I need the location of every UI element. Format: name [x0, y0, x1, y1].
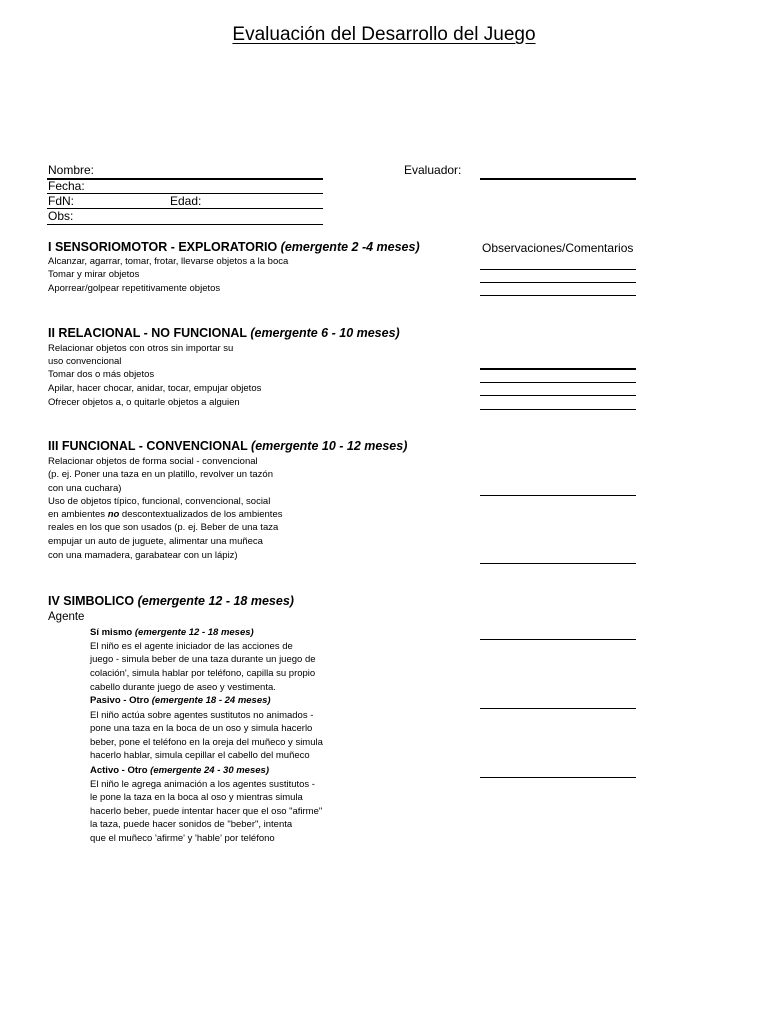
- section-3-item: con una cuchara): [48, 483, 122, 494]
- subsection-si-mismo-title: Sí mismo (emergente 12 - 18 meses): [90, 627, 254, 638]
- section-2-item: uso convencional: [48, 356, 122, 367]
- subsection-line: El niño actúa sobre agentes sustitutos no animados -: [90, 710, 314, 721]
- fecha-label: Fecha:: [48, 179, 85, 193]
- comment-line[interactable]: [480, 368, 636, 370]
- section-1-item: Alcanzar, agarrar, tomar, frotar, llevarse objetos a la boca: [48, 256, 289, 267]
- section-3-item: reales en los que son usados (p. ej. Beber de una taza: [48, 522, 279, 533]
- section-3-title: III FUNCIONAL - CONVENCIONAL (emergente 10 - 12 meses): [48, 439, 408, 453]
- section-3-item: Uso de objetos típico, funcional, convencional, social: [48, 496, 271, 507]
- section-4-title: IV SIMBOLICO (emergente 12 - 18 meses): [48, 594, 294, 608]
- evaluador-line[interactable]: [480, 178, 636, 180]
- section-3-item: empujar un auto de juguete, alimentar una muñeca: [48, 536, 263, 547]
- obs-label: Obs:: [48, 209, 74, 223]
- comment-line[interactable]: [480, 563, 636, 564]
- nombre-label: Nombre:: [48, 163, 95, 177]
- fdn-label: FdN:: [48, 194, 75, 208]
- comment-line[interactable]: [480, 395, 636, 396]
- section-3-item: con una mamadera, garabatear con un lápiz): [48, 550, 238, 561]
- subsection-line: pone una taza en la boca de un oso y simula hacerlo: [90, 723, 313, 734]
- section-2-item: Tomar dos o más objetos: [48, 369, 155, 380]
- nombre-line[interactable]: [47, 178, 323, 180]
- obs-line[interactable]: [47, 224, 323, 225]
- subsection-pasivo-otro-title: Pasivo - Otro (emergente 18 - 24 meses): [90, 695, 271, 706]
- subsection-line: hacerlo hablar, simula cepillar el cabello del muñeco: [90, 750, 310, 761]
- edad-label: Edad:: [170, 194, 202, 208]
- section-2-item: Ofrecer objetos a, o quitarle objetos a alguien: [48, 397, 240, 408]
- evaluador-label: Evaluador:: [404, 163, 462, 177]
- fdn-line[interactable]: [47, 208, 323, 209]
- comment-line[interactable]: [480, 382, 636, 383]
- subsection-activo-otro-title: Activo - Otro (emergente 24 - 30 meses): [90, 765, 269, 776]
- subsection-line: cabello durante juego de aseo y vestimenta.: [90, 682, 276, 693]
- subsection-line: El niño le agrega animación a los agentes sustitutos -: [90, 779, 315, 790]
- comment-line[interactable]: [480, 409, 636, 410]
- agente-label: Agente: [48, 611, 85, 623]
- section-1-item: Tomar y mirar objetos: [48, 269, 140, 280]
- comment-line[interactable]: [480, 777, 636, 778]
- comment-line[interactable]: [480, 639, 636, 640]
- subsection-line: la taza, puede hacer sonidos de "beber", intenta: [90, 819, 293, 830]
- section-1-title: I SENSORIOMOTOR - EXPLORATORIO (emergente 2 -4 meses): [48, 240, 420, 254]
- subsection-line: hacerlo beber, puede intentar hacer que el oso "afirme": [90, 806, 323, 817]
- section-2-title: II RELACIONAL - NO FUNCIONAL (emergente 6 - 10 meses): [48, 326, 400, 340]
- subsection-line: le pone la taza en la boca al oso y mientras simula: [90, 792, 303, 803]
- section-2-item: Apilar, hacer chocar, anidar, tocar, empujar objetos: [48, 383, 262, 394]
- section-3-item: en ambientes no descontextualizados de los ambientes: [48, 509, 283, 520]
- section-3-item: Relacionar objetos de forma social - convencional: [48, 456, 258, 467]
- section-3-item: (p. ej. Poner una taza en un platillo, revolver un tazón: [48, 469, 273, 480]
- document-title: Evaluación del Desarrollo del Juego: [232, 24, 536, 45]
- section-1-item: Aporrear/golpear repetitivamente objetos: [48, 283, 221, 294]
- comment-line[interactable]: [480, 495, 636, 496]
- subsection-line: beber, pone el teléfono en la oreja del muñeco y simula: [90, 737, 323, 748]
- comment-line[interactable]: [480, 295, 636, 296]
- comment-line[interactable]: [480, 708, 636, 709]
- subsection-line: El niño es el agente iniciador de las acciones de: [90, 641, 293, 652]
- subsection-line: que el muñeco 'afirme' y 'hable' por teléfono: [90, 833, 275, 844]
- comment-line[interactable]: [480, 269, 636, 270]
- observaciones-header: Observaciones/Comentarios: [482, 241, 634, 255]
- comment-line[interactable]: [480, 282, 636, 283]
- subsection-line: colación', simula hablar por teléfono, capilla su propio: [90, 668, 316, 679]
- section-2-item: Relacionar objetos con otros sin importar su: [48, 343, 234, 354]
- subsection-line: juego - simula beber de una taza durante un juego de: [90, 654, 316, 665]
